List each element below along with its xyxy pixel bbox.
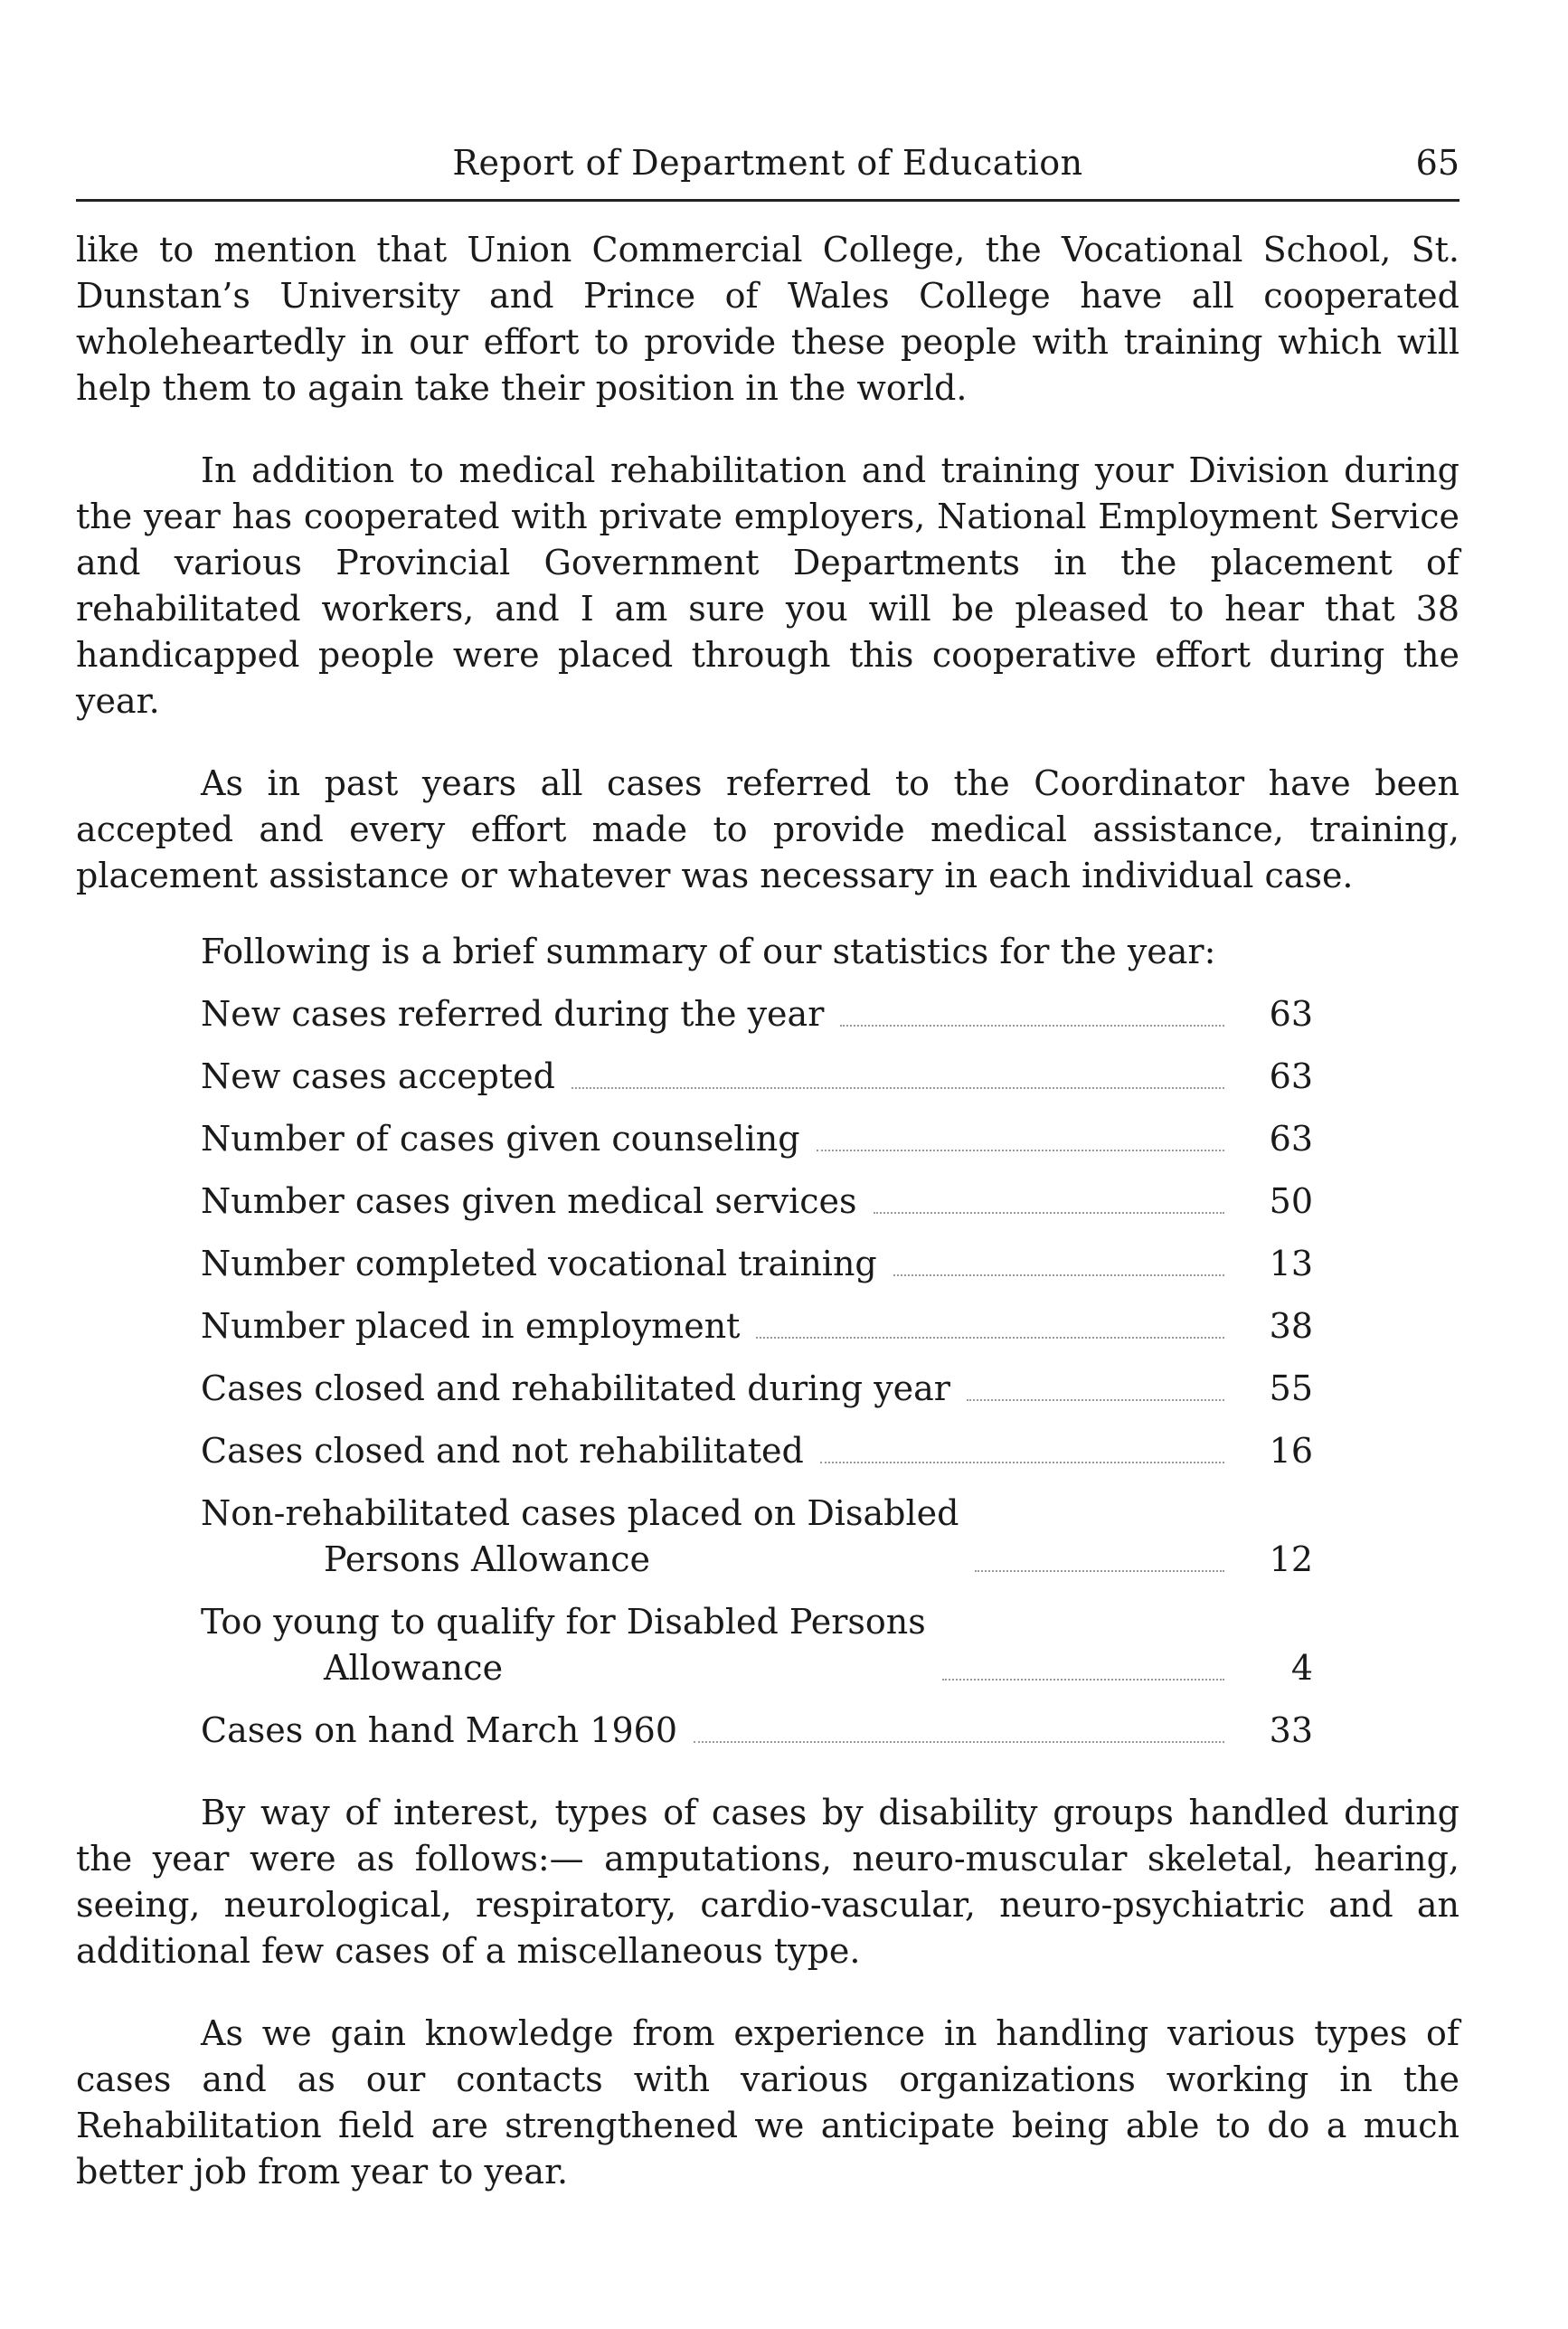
page-header	[76, 136, 1459, 202]
stat-value: 63	[1269, 1056, 1313, 1096]
header-title: Report of Department of Education	[452, 143, 1083, 183]
stat-value: 63	[1269, 994, 1313, 1034]
dot-leader	[817, 1150, 1224, 1151]
summary-intro: Following is a brief summary of our statistics for the year:	[201, 932, 1216, 971]
paragraph-closing: As we gain knowledge from experience in handling various types of cases and as our contacts with various organizations working in the Rehabilitation field are strengthened we anticipate being able to do a much better job from year to year.	[76, 2013, 1459, 2192]
paragraph-placement: In addition to medical rehabilitation and training your Division during the year has cooperated with private employers, National Employment Service and various Provincial Government Departments in the placement of rehabilitated workers, and I am sure you will be pleased to hear that 38 handicapped people were placed through this cooperative effort during the year.	[76, 450, 1459, 721]
page-number: 65	[1415, 143, 1459, 183]
stat-row-cases-on-hand	[201, 1708, 1313, 1754]
stat-row-placed-employment	[201, 1303, 1313, 1349]
dot-leader	[975, 1570, 1224, 1572]
stat-row-medical-services	[201, 1179, 1313, 1225]
stat-label: Cases on hand March 1960	[201, 1710, 678, 1750]
stat-value: 4	[1290, 1648, 1313, 1688]
paragraph-disability-groups: By way of interest, types of cases by disability groups handled during the year were as follows:— amputations, neuro-muscular skeletal, hearing, seeing, neurological, respiratory, cardio-vascular, neuro-psychiatric and an additional few cases of a miscellaneous type.	[76, 1793, 1459, 1971]
stat-value: 50	[1269, 1181, 1313, 1221]
paragraph-cases-referred: As in past years all cases referred to the Coordinator have been accepted and every effort made to provide medical assistance, training, placement assistance or whatever was necessary in each individual case.	[76, 763, 1459, 895]
dot-leader	[820, 1462, 1224, 1463]
stat-row-vocational-training	[201, 1241, 1313, 1287]
stat-label: Number of cases given counseling	[201, 1119, 800, 1159]
stat-label-continuation: Allowance	[324, 1648, 504, 1688]
dot-leader	[967, 1399, 1224, 1401]
stat-label: Number cases given medical services	[201, 1181, 857, 1221]
paragraph-continuation: like to mention that Union Commercial College, the Vocational School, St. Dunstan’s University and Prince of Wales College have all cooperated wholeheartedly in our effort to provide these people with training which will help them to again take their position in the world.	[76, 230, 1459, 408]
stat-label: Too young to qualify for Disabled Persons	[201, 1602, 926, 1642]
stat-row-closed-rehabilitated	[201, 1366, 1313, 1412]
stat-label: Number completed vocational training	[201, 1244, 877, 1283]
stat-value: 55	[1269, 1368, 1313, 1408]
stat-label: Number placed in employment	[201, 1306, 741, 1346]
dot-leader	[840, 1025, 1224, 1027]
stat-value: 38	[1269, 1306, 1313, 1346]
stat-label-continuation: Persons Allowance	[324, 1539, 650, 1579]
document-page	[76, 136, 1459, 2195]
stat-value: 63	[1269, 1119, 1313, 1159]
stat-value: 33	[1269, 1710, 1313, 1750]
stat-row-too-young	[201, 1599, 1313, 1691]
stat-value: 16	[1269, 1431, 1313, 1471]
dot-leader	[874, 1212, 1224, 1214]
stat-value: 13	[1269, 1244, 1313, 1283]
dot-leader	[571, 1087, 1224, 1089]
statistics-summary	[201, 929, 1313, 1754]
stat-label: New cases accepted	[201, 1056, 555, 1096]
stat-label: Cases closed and rehabilitated during year	[201, 1368, 950, 1408]
dot-leader	[694, 1741, 1224, 1743]
stat-label: Cases closed and not rehabilitated	[201, 1431, 804, 1471]
stat-row-new-cases-referred	[201, 991, 1313, 1037]
stat-row-closed-not-rehabilitated	[201, 1428, 1313, 1474]
stat-value: 12	[1269, 1539, 1313, 1579]
stat-label-multiline	[201, 1599, 926, 1691]
stat-row-counseling	[201, 1116, 1313, 1162]
dot-leader	[893, 1274, 1224, 1276]
stat-label: Non-rehabilitated cases placed on Disabled	[201, 1493, 959, 1533]
dot-leader	[942, 1679, 1224, 1680]
stat-label: New cases referred during the year	[201, 994, 825, 1034]
dot-leader	[756, 1337, 1224, 1339]
stat-label-multiline	[201, 1491, 959, 1583]
stat-row-new-cases-accepted	[201, 1054, 1313, 1100]
stat-row-disabled-allowance	[201, 1491, 1313, 1583]
